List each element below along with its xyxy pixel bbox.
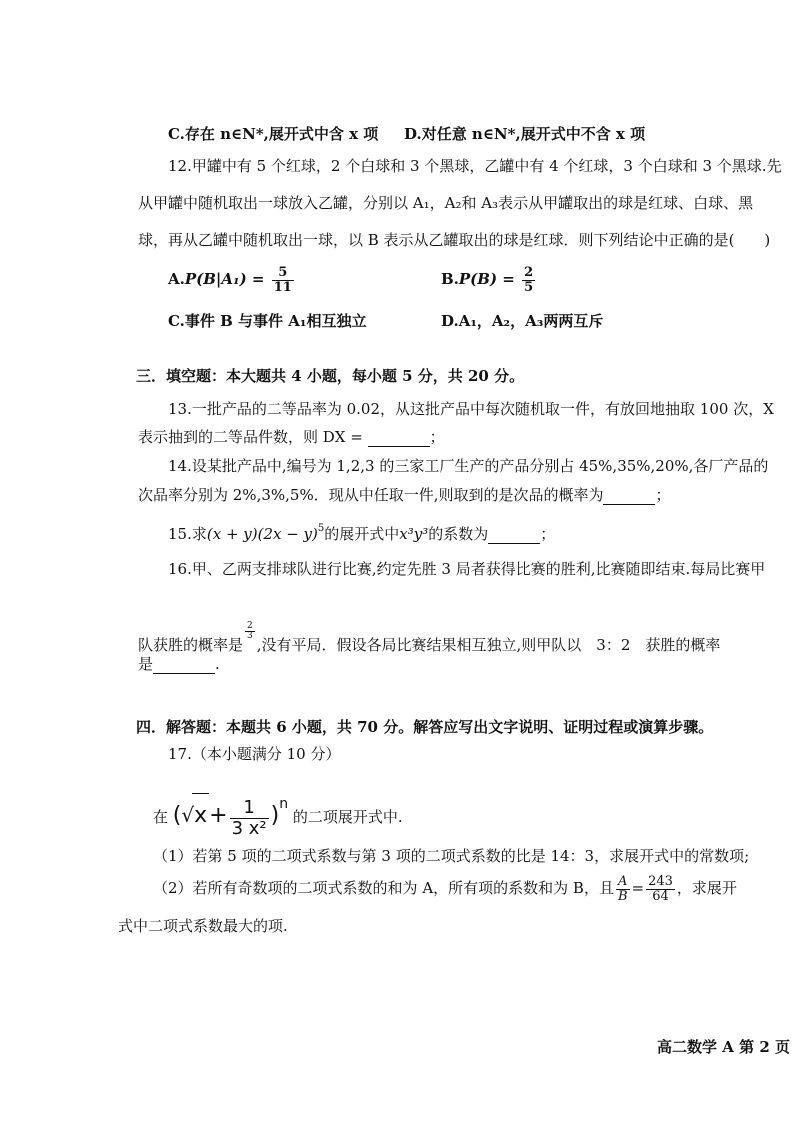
q13-end: ； (429, 428, 445, 446)
q13-answer-blank[interactable] (368, 432, 430, 447)
q17-frac-den: 3 x² (231, 817, 267, 839)
q12-option-a-fraction (272, 266, 294, 295)
q17-plus: + (209, 803, 228, 828)
q17-part2-val-num: 243 (648, 873, 673, 889)
q17-part2-b: ，求展开 (676, 879, 737, 897)
q16-frac-den: 3 (247, 631, 253, 641)
q12-option-a-prefix: A. (168, 270, 185, 288)
q12-option-b (441, 264, 537, 295)
q17-exponent: n (279, 796, 289, 812)
q17-part2-eq: = (631, 879, 645, 897)
q17-part2-frac-den: B (617, 888, 628, 904)
q15-expression: (x + y)(2x − y) (206, 525, 318, 543)
q15-end: ； (540, 525, 556, 543)
q12-option-b-fraction (522, 266, 535, 295)
q12-option-a (168, 264, 296, 295)
page-footer: 高二数学 A 第 2 页 (657, 1038, 790, 1056)
q17-paren-right: ) (270, 803, 280, 828)
q11-option-d: D.对任意 n∈N*,展开式中不含 x 项 (404, 125, 646, 143)
q17-sqrt-arg: x (192, 793, 209, 838)
q15-mid: 的展开式中 (324, 525, 400, 543)
q15-line (168, 519, 555, 544)
q17-sqrt-icon: √ (181, 803, 195, 827)
q13-text: 表示抽到的二等品件数，则 DX = (138, 428, 363, 446)
q16-line3 (138, 654, 220, 674)
q13-line1: 13.一批产品的二等品率为 0.02，从这批产品中每次随机取一件，有放回地抽取 100 次，X (168, 400, 774, 418)
q14-answer-blank[interactable] (603, 490, 655, 505)
q17-part2-ab-fraction (616, 875, 630, 904)
q16-line2-b: ,没有平局．假设各局比赛结果相互独立,则甲队以 3：2 获胜的概率 (256, 636, 721, 654)
q15-answer-blank[interactable] (488, 529, 540, 544)
q12-line1: 12.甲罐中有 5 个红球，2 个白球和 3 个黑球，乙罐中有 4 个红球，3 个白球和 3 个黑球.先 (168, 157, 782, 175)
q17-part2-line1 (153, 870, 737, 906)
q12-option-c: C.事件 B 与事件 A₁相互独立 (168, 312, 367, 330)
q16-end: . (215, 655, 220, 673)
q12-line3: 球，再从乙罐中随机取出一球，以 B 表示从乙罐取出的球是红球．则下列结论中正确的是( ) (138, 231, 771, 249)
q14-end: ； (655, 486, 671, 504)
q12-option-b-num: 2 (524, 264, 534, 280)
section3-heading: 三．填空题：本大题共 4 小题，每小题 5 分，共 20 分。 (136, 367, 525, 385)
q17-frac-num: 1 (230, 798, 269, 819)
q12-option-b-den: 5 (524, 279, 534, 295)
q17-part2-value-fraction (646, 875, 675, 904)
q12-option-a-expr: P(B|A₁) = (184, 270, 265, 288)
q15-exponent: 5 (317, 523, 325, 534)
q11-option-c: C.存在 n∈N*,展开式中含 x 项 (168, 125, 379, 143)
q17-intro-a: 在 (153, 808, 169, 826)
q15-suffix: 的系数为 (428, 525, 489, 543)
q12-option-a-den: 11 (273, 279, 292, 295)
q15-term: x³y³ (399, 525, 429, 543)
q12-option-d: D.A₁，A₂，A₃两两互斥 (441, 312, 604, 330)
q12-option-b-prefix: B. (441, 270, 459, 288)
q12-option-a-num: 5 (272, 266, 294, 281)
q16-answer-blank[interactable] (153, 659, 215, 674)
q16-line3-text: 是 (138, 655, 154, 673)
q17-part2-val-den: 64 (652, 888, 669, 904)
q17-intro (153, 782, 403, 839)
q17-part2-frac-num: A (616, 875, 630, 890)
q14-line2 (138, 485, 670, 505)
q16-line2 (138, 622, 720, 658)
q17-part1: （1）若第 5 项的二项式系数与第 3 项的二项式系数的比是 14：3，求展开式中的常数项; (153, 847, 750, 865)
q13-line2 (138, 427, 445, 447)
q15-prefix: 15.求 (168, 525, 207, 543)
q14-line1: 14.设某批产品中,编号为 1,2,3 的三家工厂生产的产品分别占 45%,35%,20%,各厂产品的 (168, 457, 769, 475)
q17-intro-b: 的二项展开式中. (292, 808, 403, 826)
q14-text: 次品率分别为 2%,3%,5%．现从中任取一件,则取到的是次品的概率为 (138, 486, 604, 504)
q17-part2-a: （2）若所有奇数项的二项式系数的和为 A，所有项的系数和为 B，且 (153, 879, 614, 897)
q17-fraction (230, 798, 269, 839)
q12-line2: 从甲罐中随机取出一球放入乙罐，分别以 A₁，A₂和 A₃表示从甲罐取出的球是红球、白球、黑 (138, 194, 754, 212)
q17-part2-line2: 式中二项式系数最大的项. (118, 917, 288, 935)
q12-option-b-expr: P(B) = (458, 270, 515, 288)
section4-heading: 四．解答题：本题共 6 小题，共 70 分。解答应写出文字说明、证明过程或演算步骤。 (136, 718, 714, 736)
q16-probability-fraction (245, 622, 255, 641)
q17-paren-left: ( (172, 803, 182, 828)
q16-line1: 16.甲、乙两支排球队进行比赛,约定先胜 3 局者获得比赛的胜利,比赛随即结束.每局比赛甲 (168, 560, 766, 578)
q16-frac-num: 2 (247, 621, 253, 631)
q16-line2-a: 队获胜的概率是 (138, 636, 244, 654)
q17-title: 17.（本小题满分 10 分） (168, 745, 341, 763)
